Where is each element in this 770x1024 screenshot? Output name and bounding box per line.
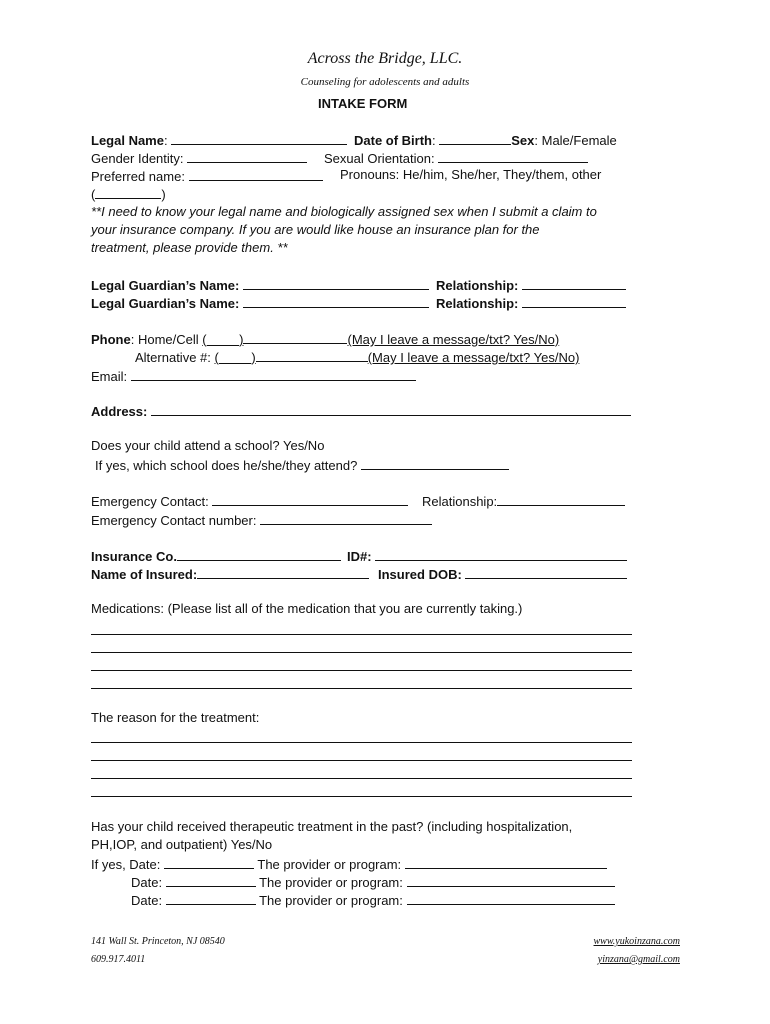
- sexual-orientation-field[interactable]: [438, 149, 588, 163]
- alternative-message-option[interactable]: (May I leave a message/txt? Yes/No): [367, 350, 580, 365]
- medications-label: Medications: (Please list all of the medication that you are currently taking.): [91, 601, 523, 616]
- gender-identity-row: [91, 149, 307, 167]
- sexual-orientation-label: Sexual Orientation:: [324, 151, 435, 166]
- school-field[interactable]: [361, 456, 509, 470]
- reason-line-3[interactable]: [91, 778, 632, 779]
- emergency-relationship-field[interactable]: [497, 492, 625, 506]
- school-question: Does your child attend a school? Yes/No: [91, 438, 325, 453]
- address-label: Address:: [91, 404, 148, 419]
- alternative-number-field[interactable]: [256, 348, 368, 362]
- insurance-note-line-2: your insurance company. If you are would like house an insurance plan for the: [91, 222, 540, 237]
- if-yes-date-label: If yes, Date:: [91, 857, 161, 872]
- reason-line-1[interactable]: [91, 742, 632, 743]
- guardian-name-row-1: [91, 276, 429, 294]
- sex-label: Sex: [511, 133, 535, 148]
- alternative-label: Alternative #:: [135, 350, 211, 365]
- preferred-name-label: Preferred name:: [91, 169, 185, 184]
- reason-line-4[interactable]: [91, 796, 632, 797]
- emergency-contact-label: Emergency Contact:: [91, 494, 209, 509]
- name-insured-field[interactable]: [197, 565, 369, 579]
- medications-line-4[interactable]: [91, 688, 632, 689]
- gender-identity-label: Gender Identity:: [91, 151, 184, 166]
- preferred-name-row: [91, 167, 323, 185]
- emergency-number-label: Emergency Contact number:: [91, 513, 257, 528]
- insurance-company-field[interactable]: [177, 547, 341, 561]
- medications-line-2[interactable]: [91, 652, 632, 653]
- school-followup-row: [95, 456, 509, 474]
- phone-number-field[interactable]: [243, 330, 347, 344]
- medications-line-1[interactable]: [91, 634, 632, 635]
- insurance-note-line-1: **I need to know your legal name and biologically assigned sex when I submit a claim to: [91, 204, 597, 219]
- dob-label: Date of Birth: [354, 133, 432, 148]
- email-row: [91, 367, 416, 385]
- emergency-contact-field[interactable]: [212, 492, 408, 506]
- history-question-line-1: Has your child received therapeutic treatment in the past? (including hospitalization,: [91, 819, 573, 834]
- insured-dob-field[interactable]: [465, 565, 627, 579]
- insurance-company-row: [91, 547, 341, 565]
- footer-address: 141 Wall St. Princeton, NJ 08540: [91, 936, 225, 947]
- home-cell-label: : Home/Cell: [130, 332, 199, 347]
- phone-label: Phone: [91, 332, 131, 347]
- form-title: INTAKE FORM: [318, 96, 408, 111]
- history-date-field-2[interactable]: [166, 873, 256, 887]
- email-label: Email:: [91, 369, 128, 384]
- emergency-number-field[interactable]: [260, 511, 432, 525]
- email-field[interactable]: [131, 367, 416, 381]
- guardian-relationship-label: Relationship:: [436, 296, 519, 311]
- pronoun-other-field[interactable]: [95, 185, 161, 199]
- footer-phone: 609.917.4011: [91, 954, 146, 965]
- phone-row: [91, 330, 559, 348]
- insurance-id-label: ID#:: [347, 549, 372, 564]
- insured-dob-row: [378, 565, 627, 583]
- history-provider-field-2[interactable]: [407, 873, 615, 887]
- medications-line-3[interactable]: [91, 670, 632, 671]
- guardian-relationship-row-1: [436, 276, 626, 294]
- company-tagline: Counseling for adolescents and adults: [300, 76, 470, 88]
- preferred-name-field[interactable]: [189, 167, 323, 181]
- insurance-company-label: Insurance Co.: [91, 549, 177, 564]
- guardian-name-field-1[interactable]: [243, 276, 429, 290]
- insured-dob-label: Insured DOB:: [378, 567, 462, 582]
- reason-label: The reason for the treatment:: [91, 710, 260, 725]
- reason-line-2[interactable]: [91, 760, 632, 761]
- dob-field[interactable]: [439, 131, 511, 145]
- school-followup-label: If yes, which school does he/she/they attend?: [95, 458, 358, 473]
- insurance-id-field[interactable]: [375, 547, 627, 561]
- provider-label: The provider or program:: [259, 893, 403, 908]
- date-label: Date:: [131, 893, 163, 908]
- history-provider-field-1[interactable]: [405, 855, 607, 869]
- alternative-phone-row: [135, 348, 579, 366]
- address-row: [91, 402, 631, 420]
- provider-label: The provider or program:: [259, 875, 403, 890]
- legal-name-label: Legal Name: [91, 133, 164, 148]
- legal-name-row: Legal Name:: [91, 131, 347, 149]
- other-open-paren: (: [91, 187, 96, 202]
- phone-area-code[interactable]: ( ): [202, 332, 244, 347]
- guardian-name-row-2: [91, 294, 429, 312]
- dob-row: Date of Birth: Sex: Male/Female: [354, 133, 617, 148]
- history-date-field-3[interactable]: [166, 891, 256, 905]
- provider-label: The provider or program:: [257, 857, 402, 872]
- history-row-1: [91, 855, 607, 873]
- guardian-relationship-row-2: [436, 294, 626, 312]
- emergency-number-row: [91, 511, 432, 529]
- guardian-relationship-field-1[interactable]: [522, 276, 626, 290]
- history-provider-field-3[interactable]: [407, 891, 615, 905]
- insurance-note-line-3: treatment, please provide them. **: [91, 240, 288, 255]
- emergency-relationship-label: Relationship:: [422, 494, 498, 509]
- emergency-contact-row: [91, 492, 408, 510]
- address-field[interactable]: [151, 402, 631, 416]
- footer-website-link[interactable]: www.yukoinzana.com: [593, 936, 680, 947]
- other-close-paren: ): [161, 187, 166, 202]
- sexual-orientation-row: [324, 149, 588, 167]
- alternative-area-code[interactable]: ( ): [214, 350, 256, 365]
- history-row-2: [131, 873, 615, 891]
- legal-name-field[interactable]: [171, 131, 347, 145]
- date-label: Date:: [131, 875, 163, 890]
- pronoun-other-row: [91, 185, 166, 203]
- history-date-field-1[interactable]: [164, 855, 254, 869]
- emergency-relationship-row: [422, 492, 625, 510]
- sex-options: Male/Female: [541, 133, 617, 148]
- footer-email-link[interactable]: yinzana@gmail.com: [597, 954, 680, 965]
- gender-identity-field[interactable]: [187, 149, 307, 163]
- name-insured-row: [91, 565, 369, 583]
- guardian-relationship-label: Relationship:: [436, 278, 519, 293]
- phone-message-option[interactable]: (May I leave a message/txt? Yes/No): [347, 332, 560, 347]
- company-name: Across the Bridge, LLC.: [307, 50, 463, 67]
- history-row-3: [131, 891, 615, 909]
- insurance-id-row: [347, 547, 627, 565]
- guardian-name-field-2[interactable]: [243, 294, 429, 308]
- guardian-name-label: Legal Guardian’s Name:: [91, 278, 240, 293]
- name-insured-label: Name of Insured:: [91, 567, 198, 582]
- guardian-relationship-field-2[interactable]: [522, 294, 626, 308]
- pronouns-text: Pronouns: He/him, She/her, They/them, other: [340, 167, 602, 182]
- guardian-name-label: Legal Guardian’s Name:: [91, 296, 240, 311]
- history-question-line-2: PH,IOP, and outpatient) Yes/No: [91, 837, 273, 852]
